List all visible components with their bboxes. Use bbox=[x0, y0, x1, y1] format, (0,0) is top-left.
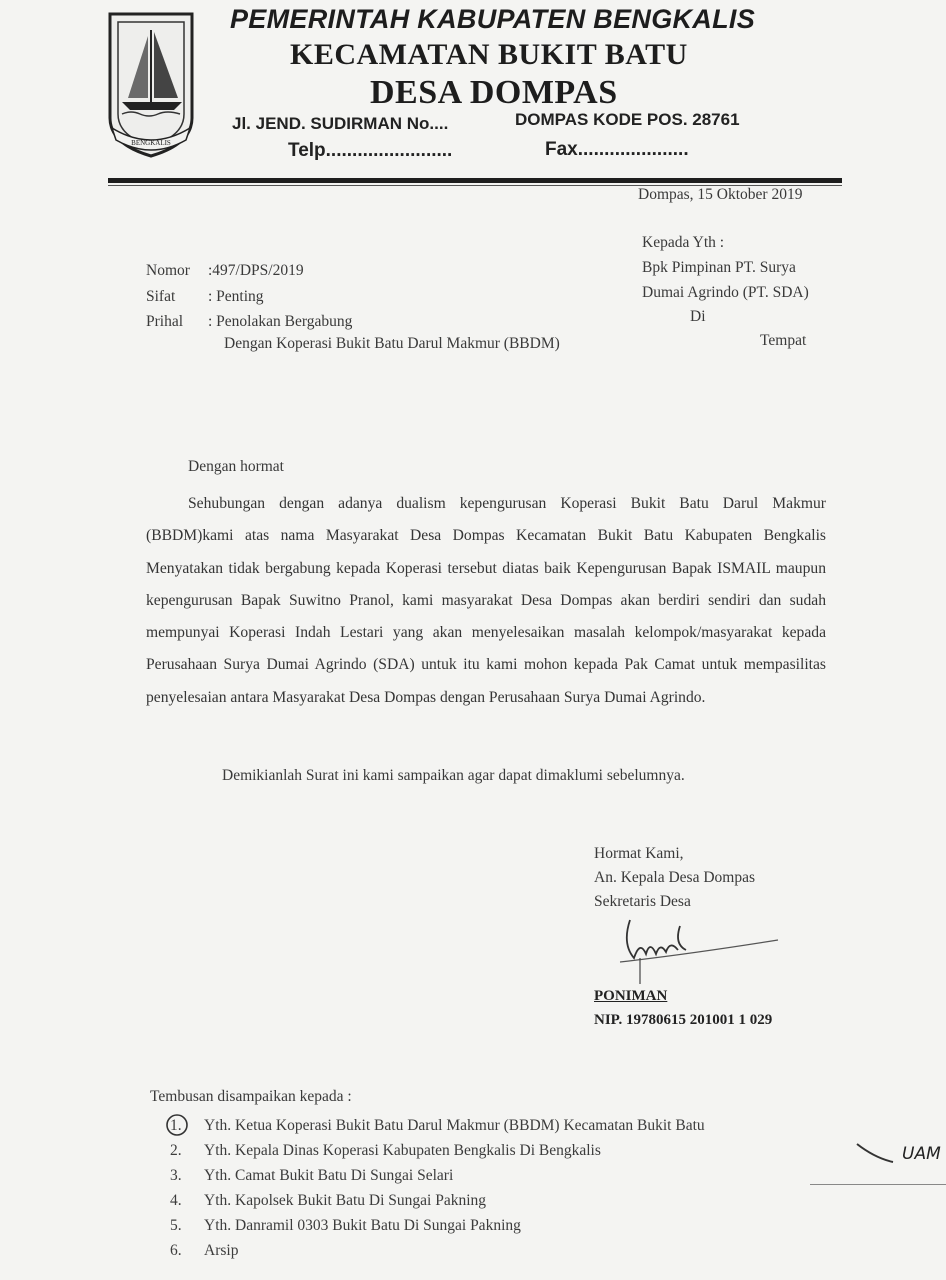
letterhead-phone: Telp........................ bbox=[288, 140, 453, 161]
cc-item-text: Yth. Camat Bukit Batu Di Sungai Selari bbox=[204, 1167, 454, 1184]
list-item bbox=[170, 1238, 705, 1263]
margin-rule bbox=[810, 1184, 946, 1185]
signature-line2: An. Kepala Desa Dompas bbox=[594, 869, 755, 886]
sifat-label: Sifat bbox=[146, 288, 176, 305]
cc-item-number: 2. bbox=[170, 1142, 182, 1159]
prihal-value-2: Dengan Koperasi Bukit Batu Darul Makmur (BBDM) bbox=[224, 335, 560, 352]
nomor-value: :497/DPS/2019 bbox=[208, 262, 304, 279]
closing-paragraph: Demikianlah Surat ini kami sampaikan agar dapat dimaklumi sebelumnya. bbox=[222, 767, 685, 784]
sifat-value: : Penting bbox=[208, 288, 264, 305]
signatory-nip: NIP. 19780615 201001 1 029 bbox=[594, 1012, 773, 1028]
prihal-value: : Penolakan Bergabung bbox=[208, 313, 353, 330]
recipient-line2: Dumai Agrindo (PT. SDA) bbox=[642, 284, 809, 301]
cc-item-text: Yth. Danramil 0303 Bukit Batu Di Sungai Pakning bbox=[204, 1217, 521, 1234]
handwritten-signature-icon bbox=[600, 910, 790, 990]
letterhead-rule-thick bbox=[108, 178, 842, 183]
letterhead-government: PEMERINTAH KABUPATEN BENGKALIS bbox=[230, 4, 756, 34]
date-line: Dompas, 15 Oktober 2019 bbox=[638, 186, 803, 203]
prihal-label: Prihal bbox=[146, 313, 184, 330]
cc-list bbox=[170, 1113, 705, 1263]
list-item bbox=[170, 1188, 705, 1213]
cc-item-number: 6. bbox=[170, 1242, 182, 1259]
signature-line3: Sekretaris Desa bbox=[594, 893, 691, 910]
cc-item-text: Yth. Ketua Koperasi Bukit Batu Darul Makmur (BBDM) Kecamatan Bukit Batu bbox=[204, 1117, 705, 1134]
margin-stroke-icon bbox=[855, 1140, 895, 1170]
letterhead-district: KECAMATAN BUKIT BATU bbox=[290, 38, 688, 71]
greeting: Dengan hormat bbox=[188, 458, 284, 475]
nomor-label: Nomor bbox=[146, 262, 190, 279]
signatory-name: PONIMAN bbox=[594, 988, 668, 1004]
letterhead-address: Jl. JEND. SUDIRMAN No.... bbox=[232, 114, 449, 133]
margin-note: UAM bbox=[902, 1144, 941, 1164]
cc-heading: Tembusan disampaikan kepada : bbox=[150, 1088, 352, 1105]
list-item bbox=[170, 1213, 705, 1238]
cc-item-text: Yth. Kepala Dinas Koperasi Kabupaten Bengkalis Di Bengkalis bbox=[204, 1142, 601, 1159]
list-item bbox=[170, 1138, 705, 1163]
signature-line1: Hormat Kami, bbox=[594, 845, 684, 862]
letterhead-village: DESA DOMPAS bbox=[370, 74, 618, 111]
cc-item-number: 4. bbox=[170, 1192, 182, 1209]
letterhead-fax: Fax..................... bbox=[545, 139, 689, 160]
logo-ribbon-text: BENGKALIS bbox=[131, 139, 171, 147]
list-item bbox=[170, 1163, 705, 1188]
bengkalis-crest-icon bbox=[104, 10, 198, 160]
cc-item-number: 5. bbox=[170, 1217, 182, 1234]
letterhead-postal: DOMPAS KODE POS. 28761 bbox=[515, 110, 740, 129]
recipient-salutation: Kepada Yth : bbox=[642, 234, 725, 251]
recipient-line3: Di bbox=[690, 308, 706, 325]
recipient-line4: Tempat bbox=[760, 332, 807, 349]
cc-item-text: Arsip bbox=[204, 1242, 239, 1259]
cc-item-text: Yth. Kapolsek Bukit Batu Di Sungai Pakning bbox=[204, 1192, 487, 1209]
cc-item-number: 3. bbox=[170, 1167, 182, 1184]
list-item bbox=[170, 1113, 705, 1138]
body-paragraph: Sehubungan dengan adanya dualism kepengurusan Koperasi Bukit Batu Darul Makmur (BBDM)kami atas nama Masyarakat Desa Dompas Kecamatan Bukit Batu Kabupaten Bengkalis Menyatakan tidak bergabung kepada Koperasi tersebut diatas baik Kepengurusan Bapak ISMAIL maupun kepengurusan Bapak Suwitno Pranol, kami masyarakat Desa Dompas akan berdiri sendiri dan sudah mempunyai Koperasi Indah Lestari yang akan menyelesaikan masalah kelompok/masyarakat kepada Perusahaan Surya Dumai Agrindo (SDA) untuk itu kami mohon kepada Pak Camat untuk mempasilitas penyelesaian antara Masyarakat Desa Dompas dengan Perusahaan Surya Dumai Agrindo. bbox=[146, 495, 826, 706]
recipient-line1: Bpk Pimpinan PT. Surya bbox=[642, 259, 796, 276]
cc-item-number: 1. bbox=[170, 1117, 182, 1134]
